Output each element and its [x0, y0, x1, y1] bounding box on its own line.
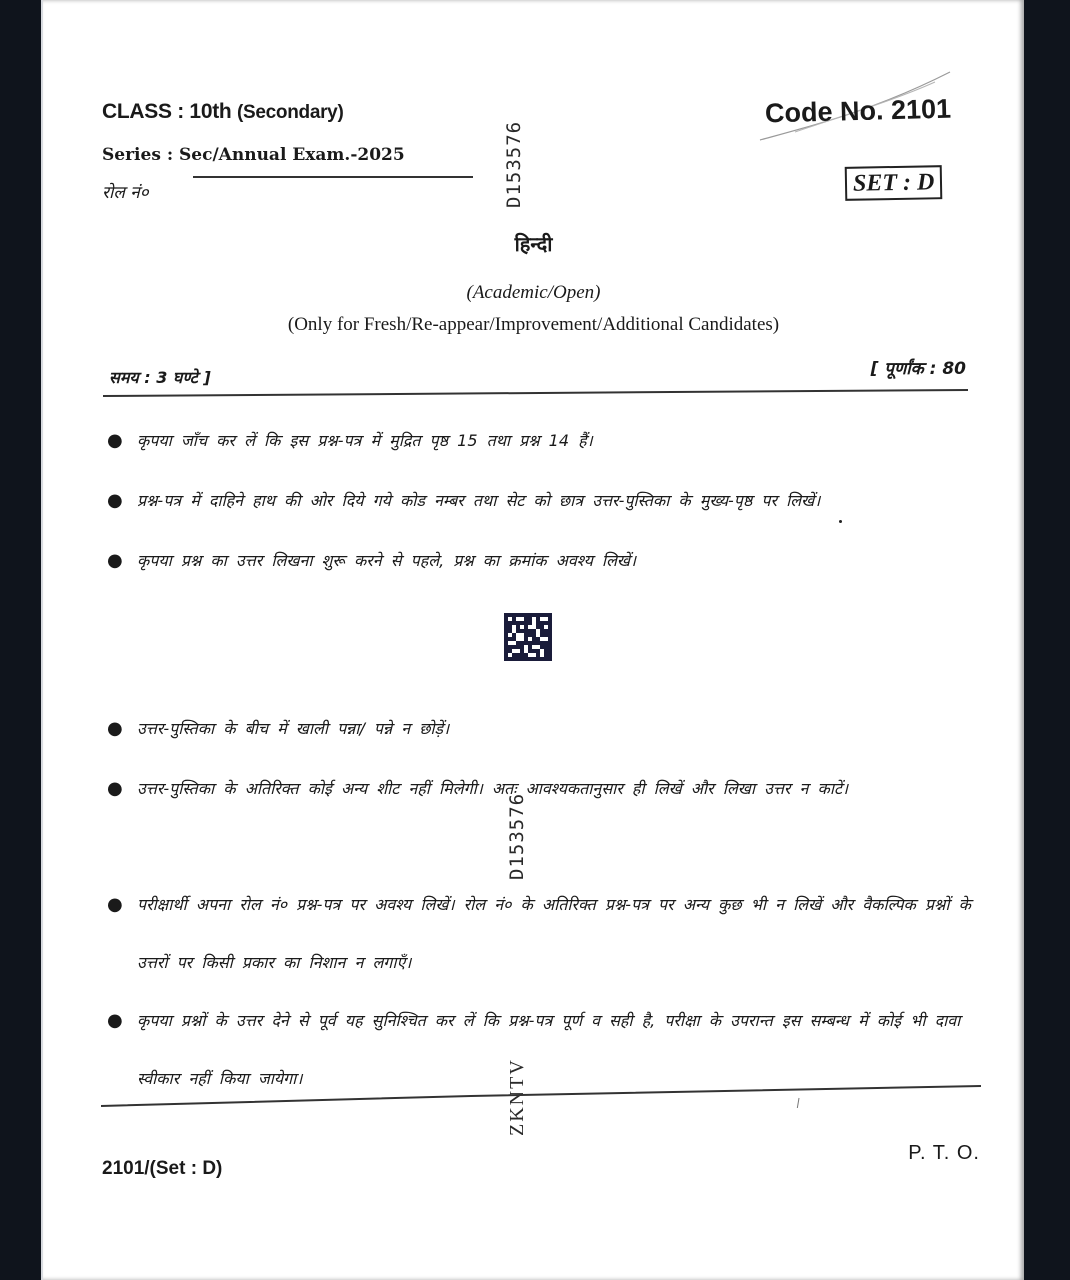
- instruction-item: ● कृपया प्रश्नों के उत्तर देने से पूर्व यह सुनिश्चित कर लें कि प्रश्न-पत्र पूर्ण व सही है, परीक्षा के उपरान्त इस सम्बन्ध में कोई भी दावा स्वीकार नहीं किया जायेगा।: [107, 992, 987, 1108]
- max-marks: [ पूर्णांक : 80: [870, 359, 966, 379]
- instruction-item: ● परीक्षार्थी अपना रोल नं० प्रश्न-पत्र पर अवश्य लिखें। रोल नं० के अतिरिक्त प्रश्न-पत्र पर अन्य कुछ भी न लिखें और वैकल्पिक प्रश्नों के उत्तरों पर किसी प्रकार का निशान न लगाएँ।: [107, 876, 987, 992]
- bullet-icon: ●: [107, 550, 123, 571]
- subject-title: हिन्दी: [514, 232, 553, 256]
- footer-divider: [101, 1080, 981, 1108]
- please-turn-over: P. T. O.: [908, 1142, 980, 1164]
- bullet-icon: ●: [107, 1010, 123, 1031]
- serial-watermark-bottom: ZKNTV: [506, 1058, 528, 1136]
- class-label: CLASS : 10th: [102, 100, 232, 123]
- instruction-item: ● उत्तर-पुस्तिका के बीच में खाली पन्ना/ पन्ने न छोड़ें।: [107, 700, 987, 758]
- series-label: Series : Sec/Annual Exam.-2025: [102, 145, 405, 165]
- instruction-item: ● प्रश्न-पत्र में दाहिने हाथ की ओर दिये गये कोड नम्बर तथा सेट को छात्र उत्तर-पुस्तिका के मुख्य-पृष्ठ पर लिखें।: [107, 472, 987, 530]
- roll-no-label: रोल नं०: [102, 183, 149, 203]
- instruction-item: ● कृपया जाँच कर लें कि इस प्रश्न-पत्र में मुद्रित पृष्ठ 15 तथा प्रश्न 14 हैं।: [107, 412, 987, 470]
- class-heading: [102, 100, 343, 124]
- bullet-icon: ●: [107, 894, 123, 915]
- serial-watermark-top: D153576: [503, 120, 525, 208]
- stream-label: (Academic/Open): [466, 282, 601, 303]
- bullet-icon: ●: [107, 778, 123, 799]
- bullet-icon: ●: [107, 430, 123, 451]
- instruction-item: ● कृपया प्रश्न का उत्तर लिखना शुरू करने से पहले, प्रश्न का क्रमांक अवश्य लिखें।: [107, 532, 987, 590]
- code-number: Code No. 2101: [764, 93, 952, 129]
- serial-watermark-middle: D153576: [506, 792, 528, 880]
- time-allowed: समय : 3 घण्टे ]: [109, 368, 211, 387]
- instruction-item: ● उत्तर-पुस्तिका के अतिरिक्त कोई अन्य शीट नहीं मिलेगी। अतः आवश्यकतानुसार ही लिखें और लिखा उत्तर न काटें।: [107, 760, 987, 818]
- bullet-icon: ●: [107, 718, 123, 739]
- header-divider: [103, 389, 968, 397]
- exam-paper-page: [41, 0, 1024, 1280]
- set-badge: SET : D: [845, 165, 943, 201]
- roll-no-underline: [193, 176, 473, 178]
- ink-speck: [839, 520, 842, 523]
- candidates-label: (Only for Fresh/Re-appear/Improvement/Additional Candidates): [287, 314, 780, 335]
- bullet-icon: ●: [107, 490, 123, 511]
- footer-code-set: 2101/(Set : D): [102, 1158, 223, 1179]
- class-sub-label: (Secondary): [236, 102, 344, 123]
- datamatrix-code-icon: [504, 613, 552, 661]
